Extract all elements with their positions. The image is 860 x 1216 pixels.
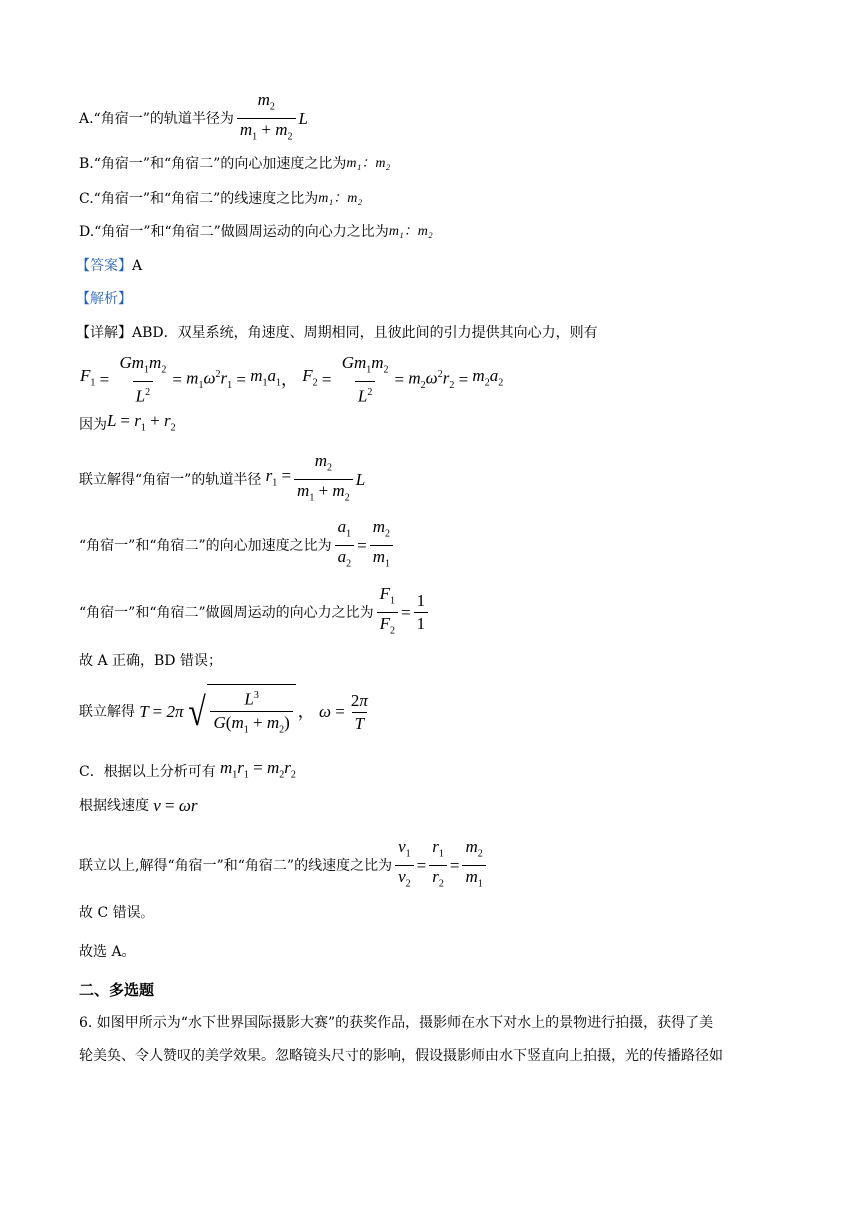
option-b-text: B.“角宿一”和“角宿二”的向心加速度之比为 [79, 156, 347, 172]
acc-ratio-line: “角宿一”和“角宿二”的向心加速度之比为 $\frac{a_1}{a_2}$ = $\frac{m_2}{m_1}$ [79, 518, 396, 574]
section-title: 二、多选题 [79, 981, 155, 999]
question-6-line-1: 6. 如图甲所示为“水下世界国际摄影大赛”的获奖作品，摄影师在水下对水上的景物进行拍摄，获得了美 [79, 1015, 714, 1031]
option-a-fraction: $\frac{m_2}{m_1 + m_2}$ [237, 91, 296, 147]
option-b-ratio: m₁：m₂ [346, 156, 391, 171]
detail-intro: 【 详解 】 ABD．双星系统，角速度、周期相同，且彼此间的引力提供其向心力，则有 [76, 325, 598, 341]
option-d-ratio: m₁：m₂ [388, 224, 433, 239]
answer-line: 【 答案 】 A [76, 258, 143, 274]
speed-ratio-line: 联立以上,解得“角宿一”和“角宿二”的线速度之比为 $\frac{v_1}{v_2}$ = $\frac{r_1}{r_2}$ = $\frac{m_2}{m_1}$ [79, 838, 489, 894]
force-ratio-line: “角宿一”和“角宿二”做圆周运动的向心力之比为 $\frac{F_1}{F_2}$ = $\frac{1}{1}$ [79, 585, 431, 641]
option-b [79, 154, 390, 174]
because-line: 因为 $L = r_1 + r_2$ [79, 411, 176, 434]
analysis-label: 解析 [90, 291, 118, 307]
answer-value: A [132, 258, 143, 274]
option-a-text: A.“角宿一”的轨道半径为 [79, 110, 234, 127]
solve-r1-line: 联立解得“角宿一”的轨道半径 $r_1$ = $\frac{m_2}{m_1 + m_2}$ L [79, 452, 365, 508]
analysis-label-line: 【 解析 】 [76, 291, 132, 307]
option-a: A.“角宿一”的轨道半径为 $\frac{m_2}{m_1 + m_2}$ L [79, 91, 308, 147]
detail-intro-text: ABD．双星系统，角速度、周期相同，且彼此间的引力提供其向心力，则有 [132, 325, 598, 341]
conclusion-2: 故 C 错误 。 [79, 905, 153, 921]
force-equations: $F_1$ = $\frac{Gm_1m_2}{L^2}$ = $m_1\omega^2r_1$ = $m_1a_1$ ， $F_2$ = $\frac{Gm_1m_2}{L^2}$ = $m_2\omega^2r_2$ = $m_2a_2$ [80, 353, 504, 407]
option-c-text: C.“角宿一”和“角宿二”的线速度之比为 [79, 191, 319, 207]
option-c-ratio: m₁：m₂ [318, 191, 363, 206]
conclusion-1: 故 A 正确，BD 错误； [79, 653, 222, 669]
detail-label: 详解 [90, 325, 118, 341]
option-c [79, 189, 362, 209]
option-d-text: D.“角宿一”和“角宿二”做圆周运动的向心力之比为 [79, 224, 389, 240]
question-6-line-2: 轮美奂、令人赞叹的美学效果。忽略镜头尺寸的影响，假设摄影师由水下竖直向上拍摄，光的传播路径如 [79, 1048, 723, 1064]
answer-label: 答案 [90, 258, 118, 274]
solve-period-line: 联立解得 T = 2π √ $\frac{L^3}{G(m_1 + m_2)}$ ， ω = $\frac{2\pi}{T}$ [79, 684, 374, 740]
c-analysis-line: C．根据以上分析可有 $m_1r_1 = m_2r_2$ [79, 758, 296, 781]
linear-speed-line: 根据线速度 v = ωr [79, 796, 198, 815]
final-choice: 故选 A。 [79, 944, 136, 960]
option-d [79, 222, 433, 242]
